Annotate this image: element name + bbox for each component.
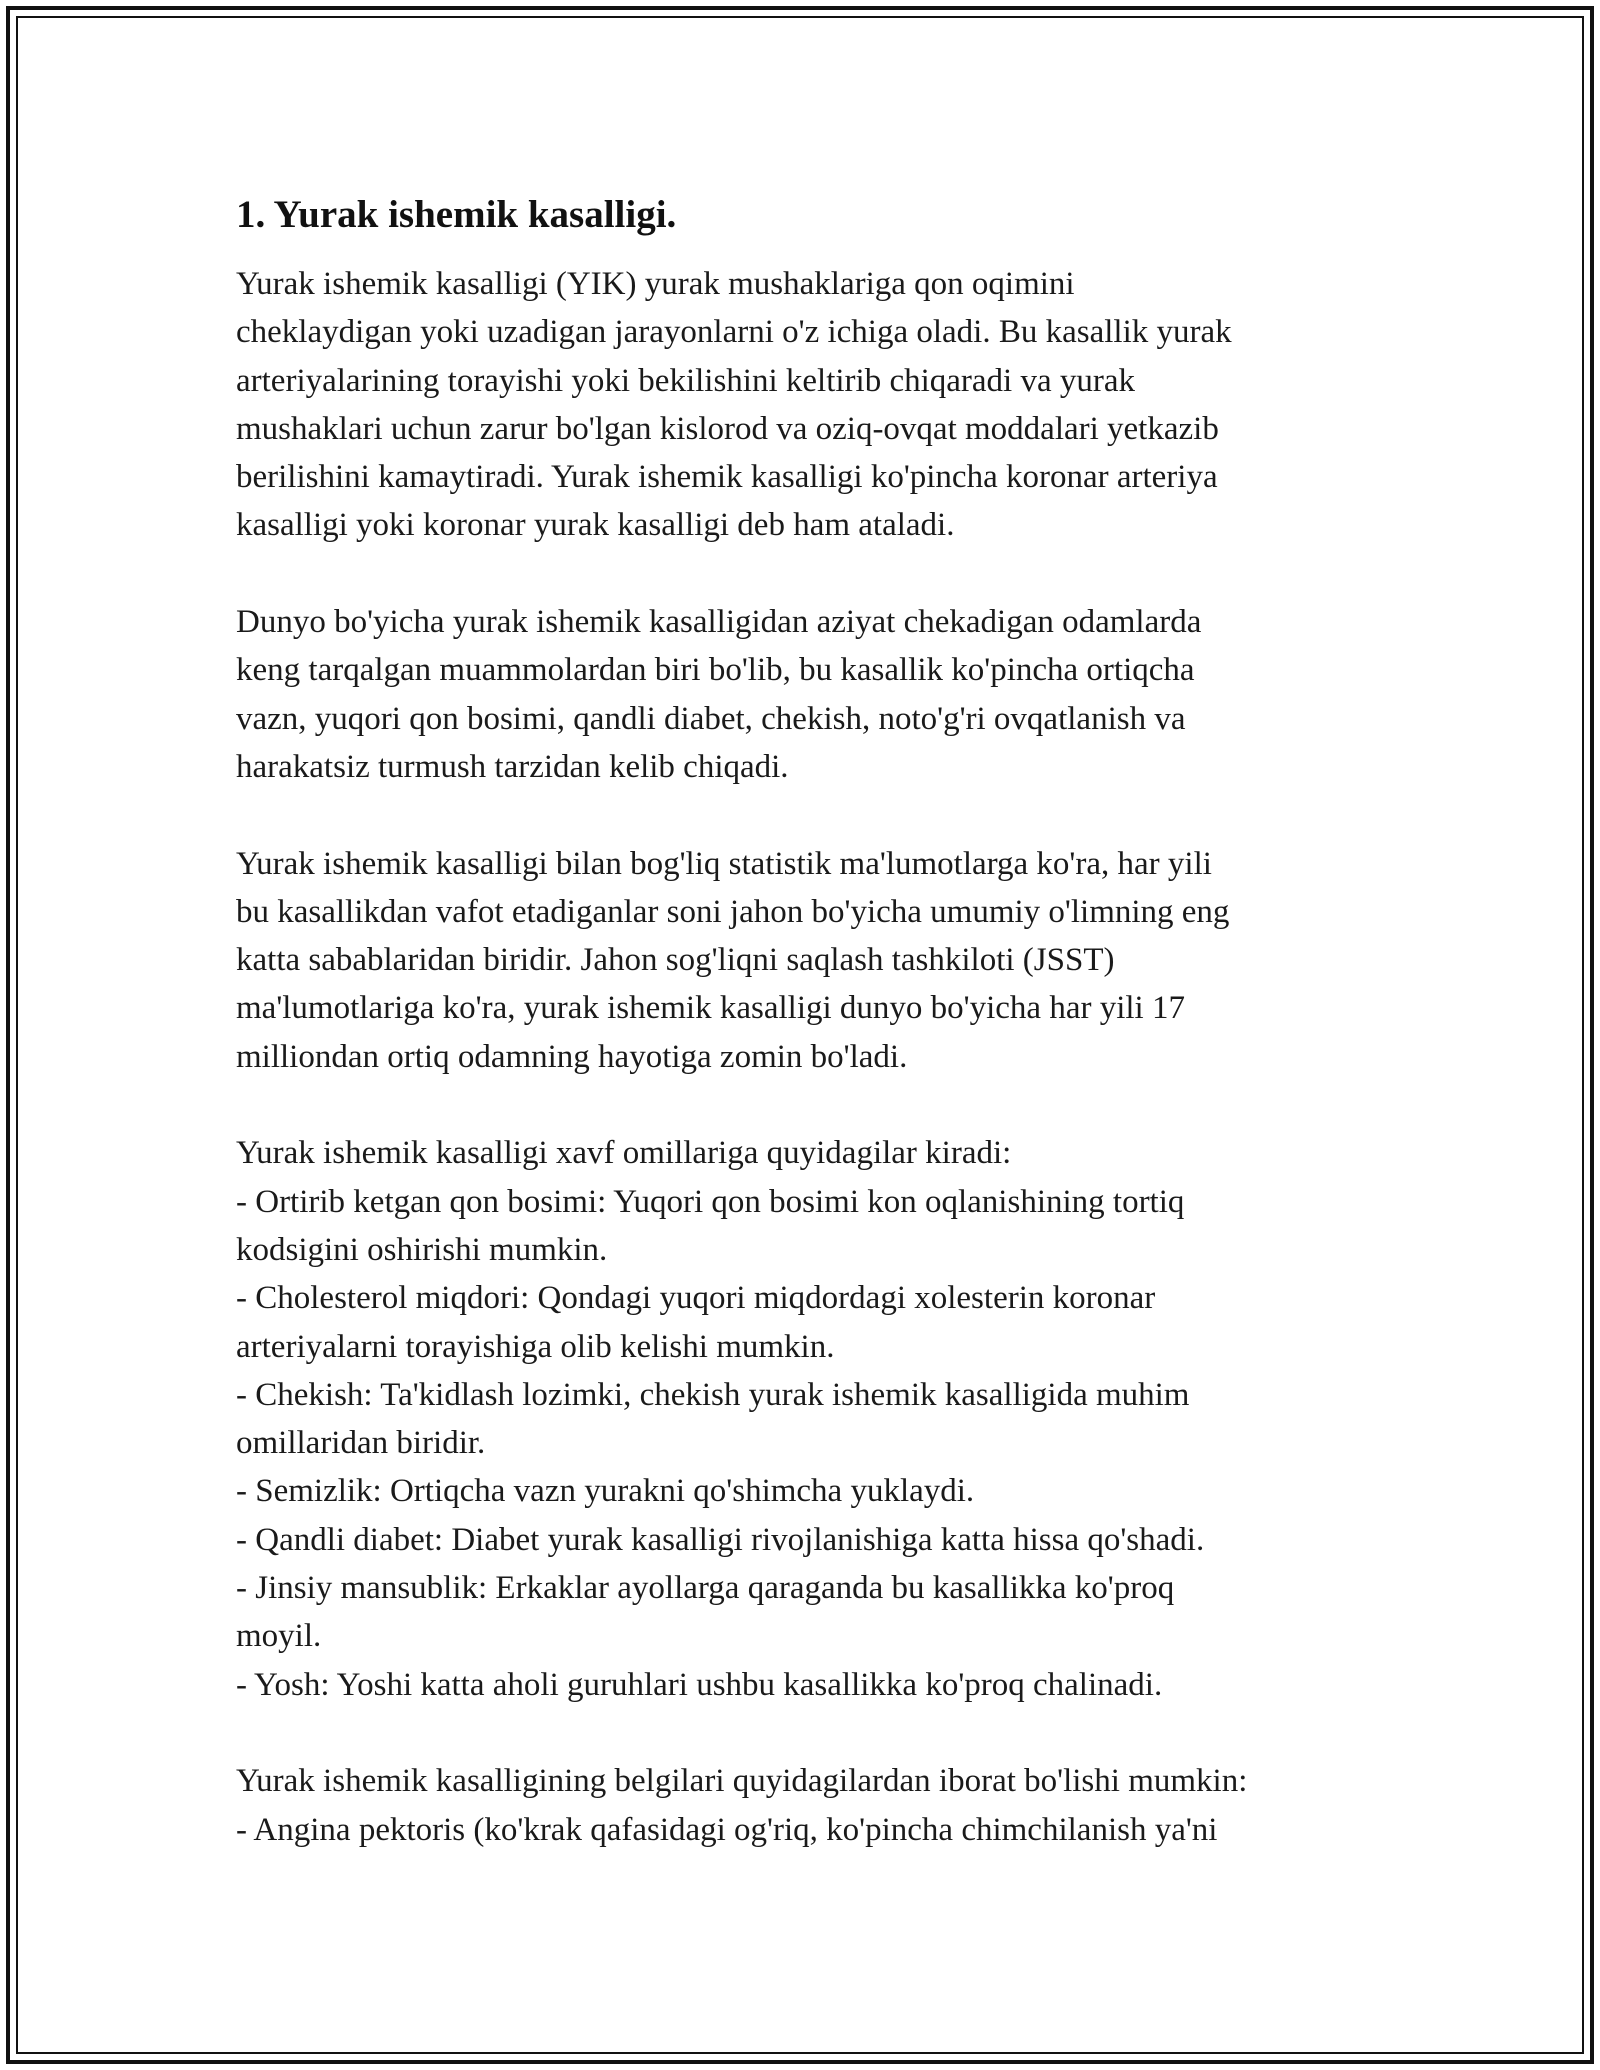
text-line: keng tarqalgan muammolardan biri bo'lib, bu kasallik ko'pincha ortiqcha xyxy=(236,652,1195,689)
text-line: arteriyalarining torayishi yoki bekilishini keltirib chiqaradi va yurak xyxy=(236,362,1135,399)
text-line: Yurak ishemik kasalligining belgilari quyidagilardan iborat bo'lishi mumkin: xyxy=(236,1763,1248,1800)
text-line: cheklaydigan yoki uzadigan jarayonlarni o'z ichiga oladi. Bu kasallik yurak xyxy=(236,314,1232,351)
list-item-line: - Angina pektoris (ko'krak qafasidagi og'riq, ko'pincha chimchilanish ya'ni xyxy=(236,1811,1218,1848)
text-line: vazn, yuqori qon bosimi, qandli diabet, chekish, noto'g'ri ovqatlanish va xyxy=(236,700,1186,737)
text-line: moyil. xyxy=(236,1618,322,1655)
list-item-line: - Jinsiy mansublik: Erkaklar ayollarga qaraganda bu kasallikka ko'proq xyxy=(236,1570,1175,1607)
text-line: Yurak ishemik kasalligi bilan bog'liq statistik ma'lumotlarga ko'ra, har yili xyxy=(236,845,1212,882)
text-line: kasalligi yoki koronar yurak kasalligi deb ham ataladi. xyxy=(236,507,955,544)
paragraph-definition xyxy=(236,260,1416,550)
text-line: milliondan ortiq odamning hayotiga zomin bo'ladi. xyxy=(236,1038,908,1075)
text-line: bu kasallikdan vafot etadiganlar soni jahon bo'yicha umumiy o'limning eng xyxy=(236,893,1230,930)
list-item-line: - Yosh: Yoshi katta aholi guruhlari ushbu kasallikka ko'proq chalinadi. xyxy=(236,1666,1163,1703)
text-line: arteriyalarni torayishiga olib kelishi mumkin. xyxy=(236,1328,835,1365)
text-line: omillaridan biridir. xyxy=(236,1425,486,1462)
text-line: mushaklari uchun zarur bo'lgan kislorod va oziq-ovqat moddalari yetkazib xyxy=(236,410,1219,447)
document-body xyxy=(236,186,1416,1902)
text-line: katta sabablaridan biridir. Jahon sog'liqni saqlash tashkiloti (JSST) xyxy=(236,942,1115,979)
list-item-line: - Semizlik: Ortiqcha vazn yurakni qo'shimcha yuklaydi. xyxy=(236,1473,975,1510)
list-item-line: - Chekish: Ta'kidlash lozimki, chekish yurak ishemik kasalligida muhim xyxy=(236,1376,1190,1413)
text-line: ma'lumotlariga ko'ra, yurak ishemik kasalligi dunyo bo'yicha har yili 17 xyxy=(236,990,1185,1027)
section-title: 1. Yurak ishemik kasalligi. xyxy=(236,193,677,236)
list-item-line: - Ortirib ketgan qon bosimi: Yuqori qon bosimi kon oqlanishining tortiq xyxy=(236,1183,1185,1220)
paragraph-statistics xyxy=(236,840,1416,1081)
text-line: Yurak ishemik kasalligi (YIK) yurak mushaklariga qon oqimini xyxy=(236,266,1075,302)
text-line: berilishini kamaytiradi. Yurak ishemik kasalligi ko'pincha koronar arteriya xyxy=(236,459,1218,496)
list-item-line: - Qandli diabet: Diabet yurak kasalligi rivojlanishiga katta hissa qo'shadi. xyxy=(236,1521,1205,1558)
paragraph-symptoms xyxy=(236,1757,1416,1854)
paragraph-risk-factors xyxy=(236,1129,1416,1709)
text-line: harakatsiz turmush tarzidan kelib chiqadi. xyxy=(236,748,789,785)
text-line: kodsigini oshirishi mumkin. xyxy=(236,1231,608,1268)
list-item-line: - Cholesterol miqdori: Qondagi yuqori miqdordagi xolesterin koronar xyxy=(236,1280,1156,1317)
text-line: Dunyo bo'yicha yurak ishemik kasalligidan aziyat chekadigan odamlarda xyxy=(236,604,1202,641)
text-line: Yurak ishemik kasalligi xavf omillariga quyidagilar kiradi: xyxy=(236,1135,1012,1172)
paragraph-prevalence xyxy=(236,598,1416,791)
